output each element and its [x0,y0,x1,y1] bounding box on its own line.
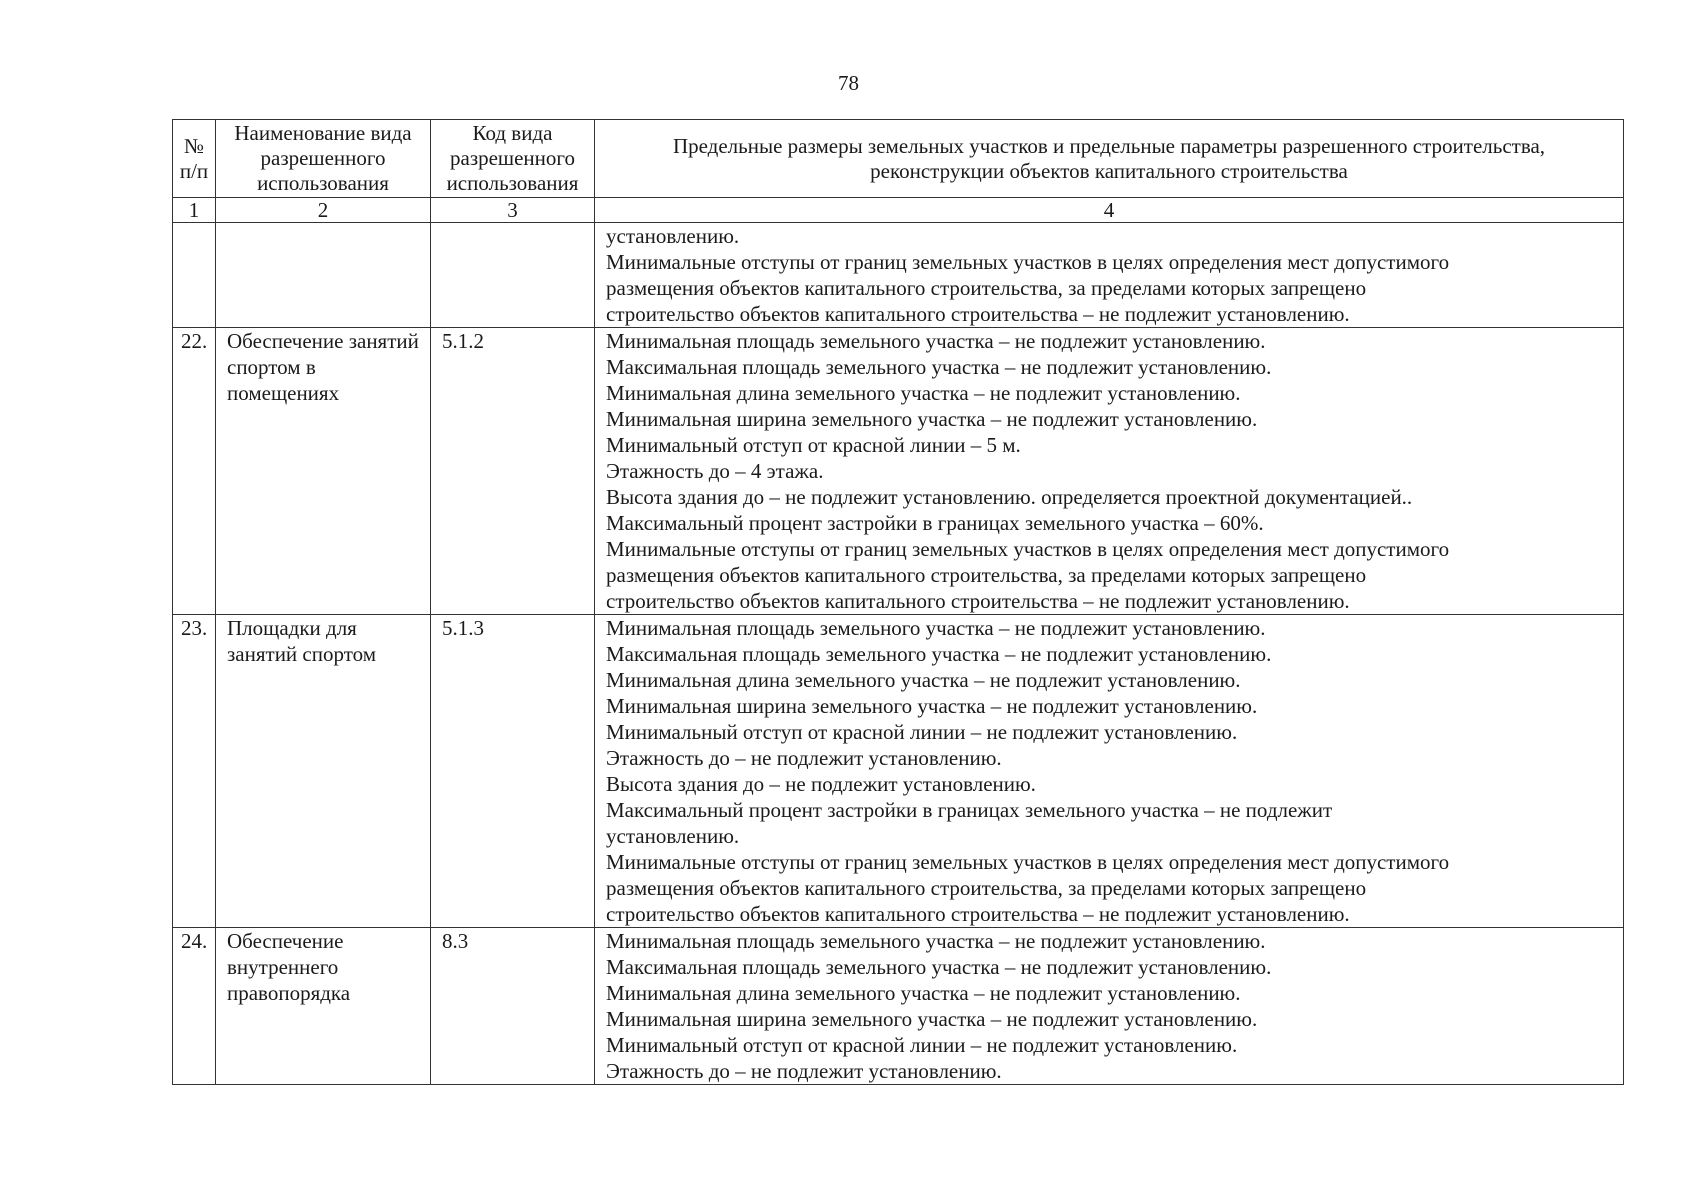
parameter-line: установлению. [606,824,740,848]
parameter-line: Минимальный отступ от красной линии – не подлежит установлению. [606,720,1238,744]
parameters-cell [595,223,1624,328]
parameter-line: Минимальные отступы от границ земельных участков в целях определения мест допустимого [606,250,1450,274]
parameter-line: Высота здания до – не подлежит установлению. определяется проектной документацией.. [606,485,1413,509]
parameter-line: Минимальная ширина земельного участка – не подлежит установлению. [606,1007,1258,1031]
table-body [173,223,1624,1085]
use-type-name: Площадки для занятий спортом [216,615,431,928]
row-number [173,223,216,328]
parameter-line: Этажность до – не подлежит установлению. [606,746,1002,770]
parameter-line: Минимальный отступ от красной линии – 5 м. [606,433,1021,457]
parameter-line: Минимальная площадь земельного участка – не подлежит установлению. [606,929,1266,953]
parameter-line: установлению. [606,224,740,248]
parameter-line: размещения объектов капитального строительства, за пределами которых запрещено [606,876,1367,900]
parameter-line: Максимальная площадь земельного участка – не подлежит установлению. [606,642,1272,666]
parameter-line: Минимальная длина земельного участка – не подлежит установлению. [606,381,1241,405]
use-type-code: 5.1.2 [431,328,595,615]
parameter-line: Этажность до – не подлежит установлению. [606,1059,1002,1083]
parameter-line: размещения объектов капитального строительства, за пределами которых запрещено [606,563,1367,587]
column-number: 3 [431,198,595,223]
row-number: 23. [173,615,216,928]
parameter-line: Минимальная длина земельного участка – не подлежит установлению. [606,668,1241,692]
parameter-line: Минимальный отступ от красной линии – не подлежит установлению. [606,1033,1238,1057]
table-row [173,615,1624,928]
parameters-cell [595,615,1624,928]
row-number: 22. [173,328,216,615]
parameter-line: Минимальная ширина земельного участка – не подлежит установлению. [606,407,1258,431]
parameters-cell [595,328,1624,615]
column-number-row [173,198,1624,223]
use-type-name: Обеспечение занятий спортом в помещениях [216,328,431,615]
parameter-line: Минимальная ширина земельного участка – не подлежит установлению. [606,694,1258,718]
column-number: 2 [216,198,431,223]
parameter-line: Этажность до – 4 этажа. [606,459,824,483]
parameter-line: Высота здания до – не подлежит установлению. [606,772,1036,796]
use-type-code: 5.1.3 [431,615,595,928]
table-header-row [173,120,1624,198]
table-row [173,928,1624,1085]
header-code: Код вида разрешенного использования [431,120,595,198]
parameter-line: Минимальная площадь земельного участка – не подлежит установлению. [606,329,1266,353]
table-row [173,328,1624,615]
parameter-line: Максимальная площадь земельного участка – не подлежит установлению. [606,955,1272,979]
parameter-line: Минимальная площадь земельного участка – не подлежит установлению. [606,616,1266,640]
page-number: 78 [838,71,859,95]
parameter-line: Максимальный процент застройки в границах земельного участка – 60%. [606,511,1264,535]
parameter-line: Максимальный процент застройки в границах земельного участка – не подлежит [606,798,1333,822]
parameters-cell [595,928,1624,1085]
column-number: 4 [595,198,1624,223]
table-row [173,223,1624,328]
parameter-line: Минимальная длина земельного участка – не подлежит установлению. [606,981,1241,1005]
use-type-name [216,223,431,328]
header-params: Предельные размеры земельных участков и предельные параметры разрешенного строительства, реконструкции объектов капитального строительства [595,120,1624,198]
column-number: 1 [173,198,216,223]
header-name: Наименование вида разрешенного использования [216,120,431,198]
parameter-line: строительство объектов капитального строительства – не подлежит установлению. [606,302,1350,326]
use-type-name: Обеспечение внутреннего правопорядка [216,928,431,1085]
use-type-code: 8.3 [431,928,595,1085]
land-use-parameters-table [172,119,1624,1085]
parameter-line: Максимальная площадь земельного участка – не подлежит установлению. [606,355,1272,379]
parameter-line: строительство объектов капитального строительства – не подлежит установлению. [606,902,1350,926]
parameter-line: строительство объектов капитального строительства – не подлежит установлению. [606,589,1350,613]
parameter-line: размещения объектов капитального строительства, за пределами которых запрещено [606,276,1367,300]
parameter-line: Минимальные отступы от границ земельных участков в целях определения мест допустимого [606,537,1450,561]
use-type-code [431,223,595,328]
row-number: 24. [173,928,216,1085]
parameter-line: Минимальные отступы от границ земельных участков в целях определения мест допустимого [606,850,1450,874]
header-num: № п/п [173,120,216,198]
